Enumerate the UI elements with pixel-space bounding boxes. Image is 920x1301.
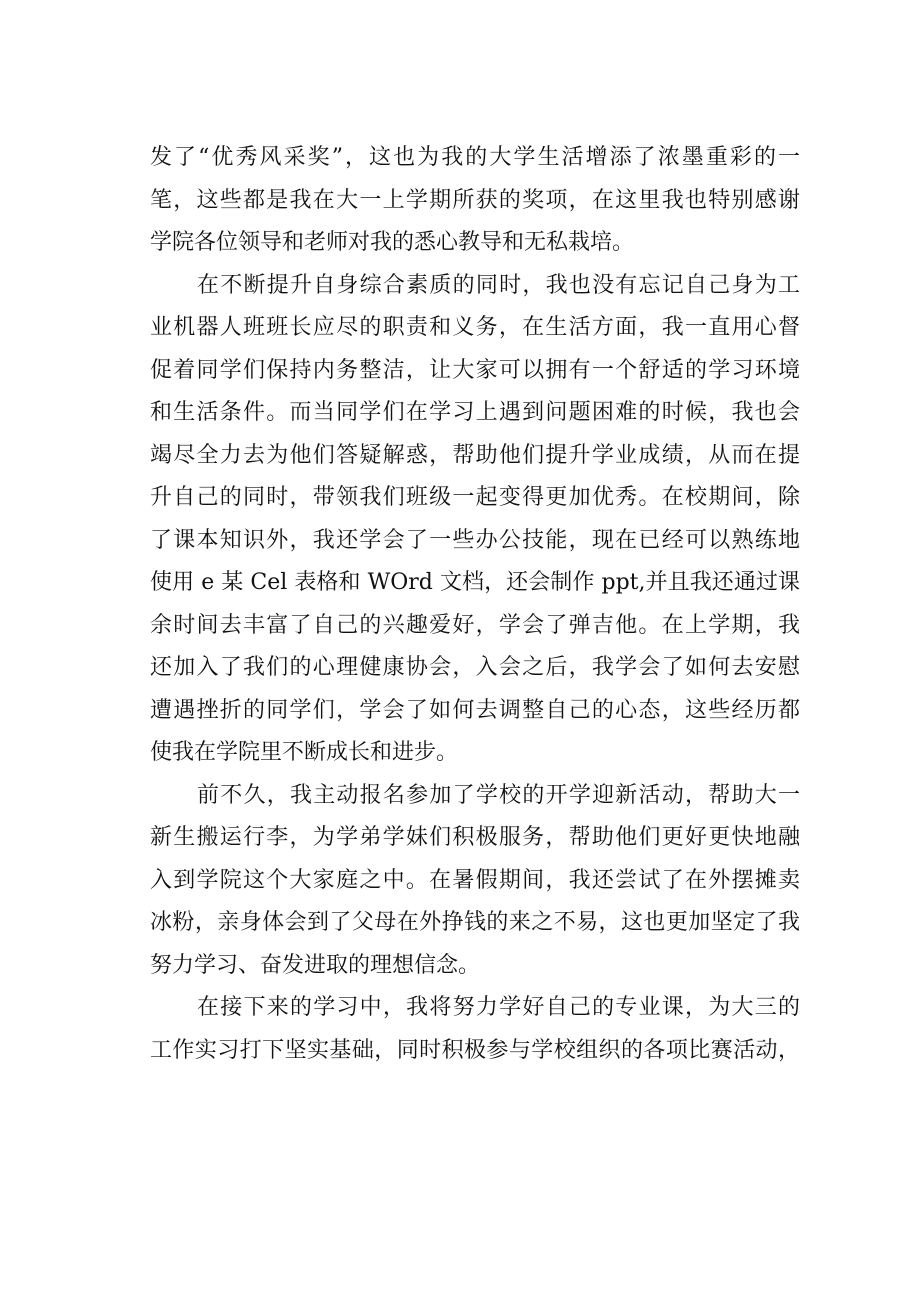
text-line: 还加入了我们的心理健康协会，入会之后，我学会了如何去安慰 — [150, 655, 800, 680]
text-line: 和生活条件。而当同学们在学习上遇到问题困难的时候，我也会 — [150, 400, 800, 425]
text-line: 余时间去丰富了自己的兴趣爱好，学会了弹吉他。在上学期，我 — [150, 612, 800, 638]
text-line: 使用 e 某 Cel 表格和 WOrd 文档，还会制作 ppt,并且我还通过课 — [150, 570, 800, 595]
text-line: 新生搬运行李，为学弟学妹们积极服务，帮助他们更好更快地融 — [150, 825, 800, 850]
paragraph-start-line: 在不断提升自身综合素质的同时，我也没有忘记自己身为工 — [197, 272, 800, 298]
text-line: 工作实习打下坚实基础，同时积极参与学校组织的各项比赛活动， — [150, 1037, 800, 1063]
text-line: 遭遇挫折的同学们，学会了如何去调整自己的心态，这些经历都 — [150, 697, 800, 723]
document-body — [150, 137, 800, 1072]
text-line: 学院各位领导和老师对我的悉心教导和无私栽培。 — [150, 230, 635, 255]
text-line: 竭尽全力去为他们答疑解惑，帮助他们提升学业成绩，从而在提 — [150, 442, 800, 468]
text-line: 促着同学们保持内务整洁，让大家可以拥有一个舒适的学习环境 — [150, 357, 800, 383]
text-line: 努力学习、奋发进取的理想信念。 — [150, 952, 481, 978]
text-line: 笔，这些都是我在大一上学期所获的奖项，在这里我也特别感谢 — [150, 187, 800, 213]
text-line: 入到学院这个大家庭之中。在暑假期间，我还尝试了在外摆摊卖 — [150, 867, 800, 893]
text-line: 升自己的同时，带领我们班级一起变得更加优秀。在校期间，除 — [150, 485, 800, 510]
text-line: 业机器人班班长应尽的职责和义务，在生活方面，我一直用心督 — [150, 315, 800, 340]
paragraph-start-line: 在接下来的学习中，我将努力学好自己的专业课，为大三的 — [197, 995, 800, 1020]
text-line: 发了“优秀风采奖”，这也为我的大学生活增添了浓墨重彩的一 — [150, 145, 800, 170]
text-line: 了课本知识外，我还学会了一些办公技能，现在已经可以熟练地 — [150, 527, 800, 553]
text-line: 冰粉，亲身体会到了父母在外挣钱的来之不易，这也更加坚定了我 — [150, 910, 800, 935]
paragraph-start-line: 前不久，我主动报名参加了学校的开学迎新活动，帮助大一 — [197, 782, 800, 808]
text-line: 使我在学院里不断成长和进步。 — [150, 740, 459, 765]
